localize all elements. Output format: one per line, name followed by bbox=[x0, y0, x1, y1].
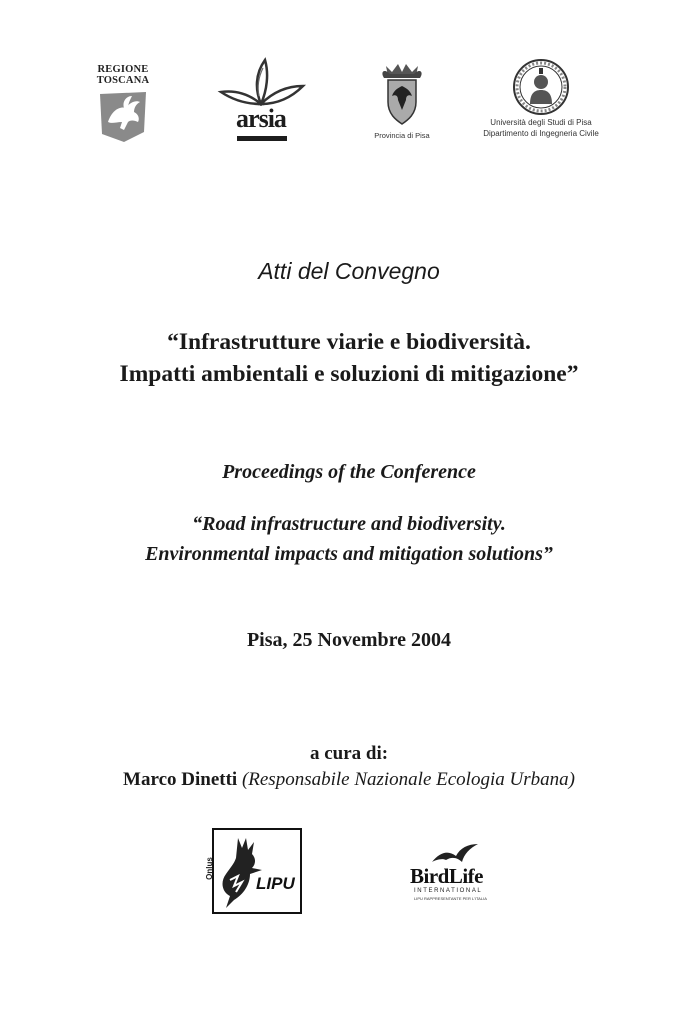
lipu-wordmark: LIPU bbox=[256, 874, 295, 893]
eagle-crest-icon bbox=[378, 62, 426, 128]
hoopoe-icon bbox=[216, 834, 266, 910]
conference-date: Pisa, 25 Novembre 2004 bbox=[246, 629, 452, 651]
arsia-wordmark: arsia bbox=[236, 104, 286, 133]
provincia-pisa-logo bbox=[364, 62, 440, 146]
italian-title-line1: “Infrastrutture viarie e biodiversità. bbox=[167, 329, 531, 355]
editor-name: Marco Dinetti bbox=[123, 769, 238, 790]
universita-pisa-logo bbox=[466, 58, 616, 148]
arsia-logo bbox=[215, 56, 307, 144]
proceedings-heading: Proceedings of the Conference bbox=[222, 461, 476, 483]
lipu-onlus-label: Onlus bbox=[204, 857, 214, 880]
editor-line bbox=[0, 769, 698, 791]
regione-toscana-logo bbox=[90, 62, 156, 146]
lipu-logo bbox=[200, 828, 310, 918]
birdlife-logo bbox=[408, 842, 508, 906]
editor-role: (Responsabile Nazionale Ecologia Urbana) bbox=[241, 769, 575, 790]
birdlife-partner-note: LIPU RAPPRESENTANTE PER L'ITALIA bbox=[414, 896, 487, 901]
curated-by-label: a cura di: bbox=[309, 743, 389, 764]
universita-caption-line1: Università degli Studi di Pisa bbox=[490, 118, 592, 127]
birdlife-wordmark: BirdLife bbox=[410, 864, 483, 888]
pegasus-icon bbox=[94, 88, 152, 144]
universita-caption-line2: Dipartimento di Ingegneria Civile bbox=[483, 129, 599, 138]
arsia-underline bbox=[215, 56, 307, 144]
regione-toscana-line2: TOSCANA bbox=[96, 75, 150, 86]
regione-toscana-line1: REGIONE bbox=[97, 64, 149, 75]
university-seal-icon bbox=[512, 58, 570, 116]
italian-title-line2: Impatti ambientali e soluzioni di mitigazione” bbox=[119, 361, 579, 387]
atti-heading: Atti del Convegno bbox=[258, 258, 440, 284]
english-title-line2: Environmental impacts and mitigation solutions” bbox=[145, 543, 553, 565]
english-title-line1: “Road infrastructure and biodiversity. bbox=[192, 513, 506, 535]
provincia-pisa-caption: Provincia di Pisa bbox=[374, 131, 430, 140]
birdlife-international-label: INTERNATIONAL bbox=[414, 888, 483, 894]
